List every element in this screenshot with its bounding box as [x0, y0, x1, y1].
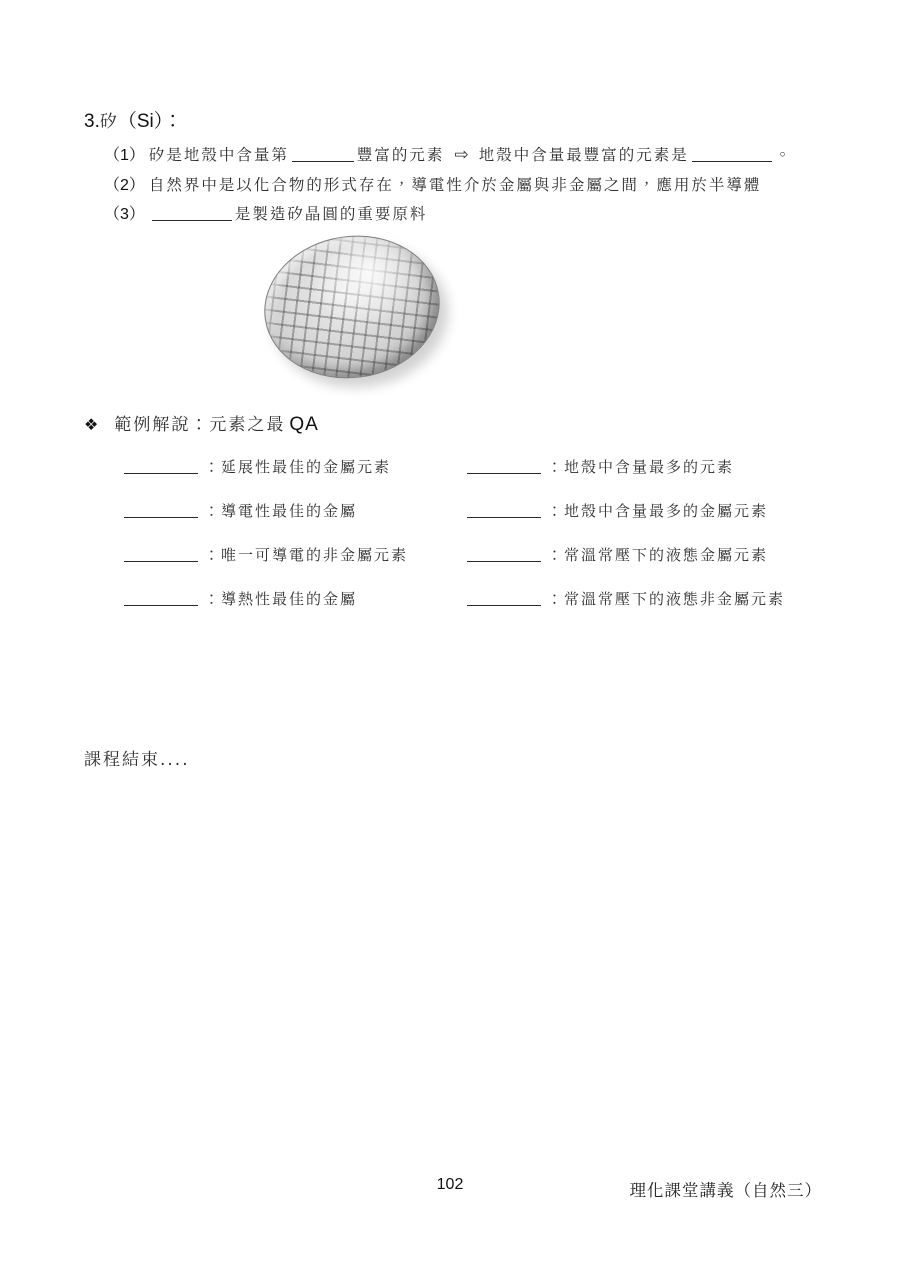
- item-1-mid-text: 豐富的元素: [356, 146, 445, 164]
- example-heading: [84, 410, 319, 436]
- qa-item: [467, 588, 785, 609]
- qa-item: [467, 456, 734, 477]
- qa-item-text: ：唯一可導電的非金屬元素: [204, 546, 409, 564]
- qa-item: [124, 588, 357, 609]
- rightwards-arrow-icon: ⇨: [454, 145, 469, 165]
- section-heading: [84, 106, 182, 133]
- answer-blank: [124, 549, 198, 562]
- item-1-end-punct: 。: [774, 146, 793, 164]
- diamond-bullet-icon: ❖: [84, 415, 99, 434]
- fill-in-blank: [152, 208, 232, 221]
- qa-item: [124, 500, 357, 521]
- item-3-label: （3）: [104, 206, 145, 223]
- qa-item: [124, 544, 408, 565]
- section-name-hand: 矽: [99, 112, 118, 132]
- answer-blank: [467, 593, 541, 606]
- item-3-line: [104, 200, 427, 229]
- answer-blank: [124, 461, 198, 474]
- section-name-print: （Si）：: [117, 111, 183, 132]
- fill-in-blank: [292, 149, 354, 162]
- fill-in-blank: [692, 149, 772, 162]
- qa-item-text: ：地殼中含量最多的元素: [547, 458, 735, 476]
- answer-blank: [467, 549, 541, 562]
- item-2-label: （2）: [104, 177, 145, 194]
- item-1-line: [104, 141, 792, 170]
- item-1-label: （1）: [104, 147, 145, 164]
- qa-item-text: ：導熱性最佳的金屬: [204, 590, 358, 608]
- answer-blank: [467, 505, 541, 518]
- qa-item: [124, 456, 391, 477]
- qa-item-text: ：地殼中含量最多的金屬元素: [547, 502, 769, 520]
- answer-blank: [124, 593, 198, 606]
- qa-item: [467, 544, 768, 565]
- page-number: 102: [436, 1176, 464, 1193]
- answer-blank: [467, 461, 541, 474]
- qa-item-text: ：常溫常壓下的液態非金屬元素: [547, 590, 786, 608]
- item-2-line: [104, 171, 761, 200]
- closing-note: 課程結束....: [84, 750, 190, 770]
- item-3-text: 是製造矽晶圓的重要原料: [234, 205, 428, 223]
- section-number: 3.: [84, 111, 100, 132]
- qa-item: [467, 500, 768, 521]
- silicon-wafer-image: [255, 224, 449, 389]
- qa-item-text: ：延展性最佳的金屬元素: [204, 458, 392, 476]
- item-1-post-text: 地殼中含量最豐富的元素是: [478, 146, 689, 164]
- qa-item-text: ：常溫常壓下的液態金屬元素: [547, 546, 769, 564]
- qa-item-text: ：導電性最佳的金屬: [204, 502, 358, 520]
- booklet-title: 理化課堂講義（自然三）: [629, 1181, 822, 1200]
- item-2-text: 自然界中是以化合物的形式存在，導電性介於金屬與非金屬之間，應用於半導體: [148, 176, 762, 194]
- answer-blank: [124, 505, 198, 518]
- example-heading-text: 範例解說：元素之最: [114, 415, 286, 435]
- example-heading-qa: QA: [289, 414, 319, 435]
- item-1-pre-text: 矽是地殼中含量第: [148, 146, 289, 164]
